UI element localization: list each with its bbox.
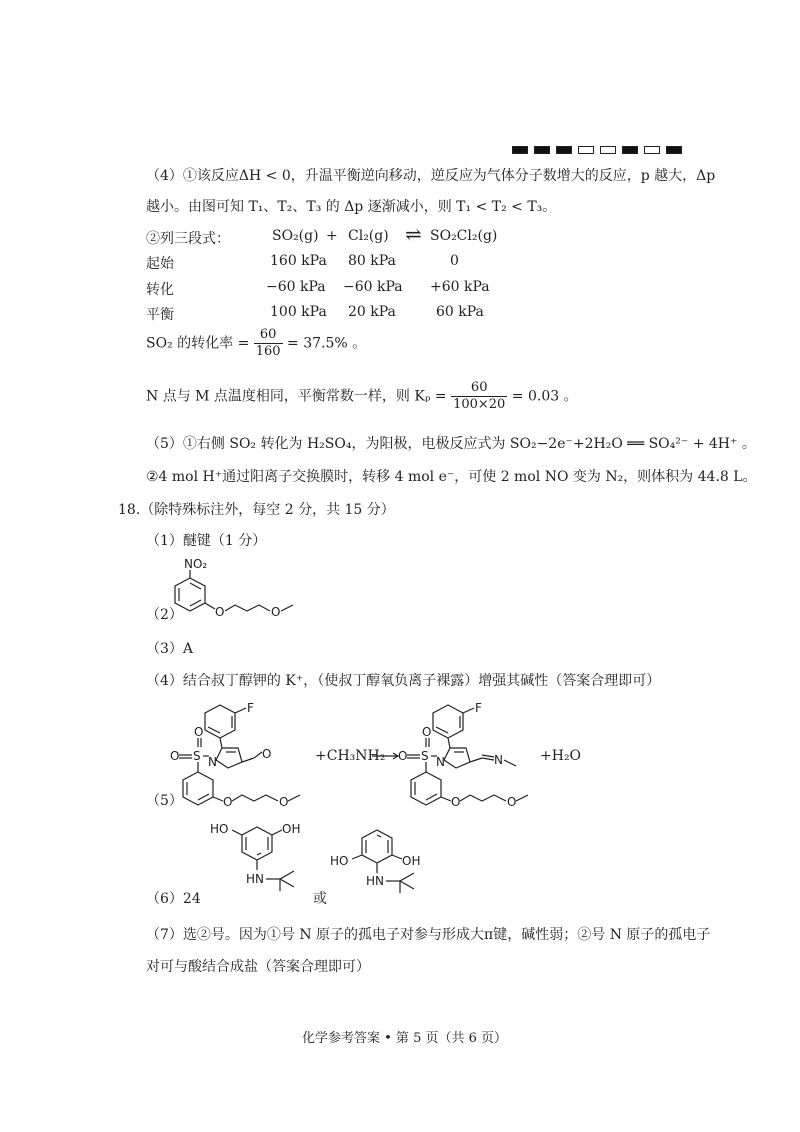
oxygen-label: O (507, 795, 517, 809)
byproduct-water: +H₂O (540, 748, 582, 764)
row-label: 转化 (146, 282, 174, 298)
amine-label: HN (246, 872, 264, 886)
fraction-numerator: 60 (451, 380, 507, 397)
conversion-result: = 37.5% 。 (287, 335, 367, 352)
q18-a4: （4）结合叔丁醇钾的 K⁺，（使叔丁醇氧负离子裸露）增强其碱性（答案合理即可） (146, 673, 661, 689)
q18-a5-label: （5） (146, 793, 183, 809)
reagent-methylamine: +CH₃NH₂ (315, 748, 386, 764)
oxygen-label: O (279, 795, 289, 809)
page-footer: 化学参考答案 • 第 5 页（共 6 页） (302, 1031, 508, 1046)
hydroxyl-label: HO (330, 854, 349, 868)
marker-square (666, 146, 682, 154)
imine-product-structure (398, 700, 558, 810)
q17-p5-line1: （5）①右侧 SO₂ 转化为 H₂SO₄，为阳极，电极反应式为 SO₂−2e⁻+2H₂O ══ SO₄²⁻ + 4H⁺ 。 (146, 436, 756, 452)
eq-reactant1: SO₂(g) (272, 228, 319, 244)
fraction-denominator: 160 (255, 344, 281, 359)
resorcinol-amine-structure-2 (330, 825, 440, 900)
kp-fraction (451, 380, 507, 413)
eq-arrow: ⇌ (405, 222, 422, 246)
marker-square (534, 146, 550, 154)
oxygen-label: O (271, 605, 281, 619)
row-value: −60 kPa (266, 279, 326, 295)
nitrogen-label: N (208, 755, 217, 769)
nitro-ether-structure (160, 555, 320, 630)
q18-title: 18.（除特殊标注外，每空 2 分，共 15 分） (118, 502, 395, 518)
row-label: 起始 (146, 256, 174, 272)
q17-p5-line2: ②4 mol H⁺通过阳离子交换膜时，转移 4 mol e⁻，可使 2 mol NO 变为 N₂，则体积为 44.8 L。 (146, 469, 757, 485)
q18-a7-line2: 对可与酸结合成盐（答案合理即可） (146, 959, 370, 975)
oxygen-label: O (215, 605, 225, 619)
oxygen-label: O (451, 795, 461, 809)
kp-line (146, 380, 578, 413)
q17-p4-line1: （4）①该反应ΔH < 0，升温平衡逆向移动，逆反应为气体分子数增大的反应，p 越大，Δp (146, 168, 716, 184)
row-value: 20 kPa (348, 304, 396, 320)
q18-a2-label: （2） (146, 607, 183, 623)
row-label: 平衡 (146, 307, 174, 323)
nitrogen-label: N (494, 753, 503, 767)
row-value: 80 kPa (348, 253, 396, 269)
q18-a1: （1）醚键（1 分） (146, 533, 267, 549)
row-value: 160 kPa (270, 253, 327, 269)
fraction-numerator: 60 (254, 327, 283, 344)
no2-label: NO₂ (184, 557, 208, 571)
marker-square (622, 146, 638, 154)
oxygen-label: O (170, 749, 180, 763)
row-value: −60 kPa (343, 279, 403, 295)
fraction-denominator: 100×20 (453, 397, 506, 412)
marker-square (512, 146, 528, 154)
hydroxyl-label: OH (282, 822, 301, 836)
conversion-fraction (254, 327, 283, 360)
eq-reactant2: Cl₂(g) (348, 228, 389, 244)
q17-p4-line2: 越小。由图可知 T₁、T₂、T₃ 的 Δp 逐渐减小，则 T₁ < T₂ < T₃。 (146, 199, 557, 215)
kp-result: = 0.03 。 (511, 388, 578, 405)
page-marker-squares (512, 146, 682, 154)
fluorine-label: F (475, 701, 482, 715)
sulfur-label: S (421, 749, 429, 763)
row-value: 0 (450, 253, 459, 269)
q18-a6-label: （6）24 (146, 891, 201, 907)
marker-square (600, 146, 616, 154)
nitrogen-label: N (436, 755, 445, 769)
q18-a6-or: 或 (313, 891, 327, 907)
hydroxyl-label: OH (402, 854, 421, 868)
conversion-line (146, 327, 366, 360)
amine-label: HN (366, 874, 384, 888)
oxygen-label: O (223, 795, 233, 809)
marker-square (644, 146, 660, 154)
aldehyde-reactant-structure (170, 700, 320, 810)
oxygen-label: O (422, 725, 432, 739)
fluorine-label: F (247, 701, 254, 715)
q18-a3: （3）A (146, 641, 194, 657)
resorcinol-amine-structure-1 (210, 815, 320, 905)
conversion-prefix: SO₂ 的转化率 = (146, 335, 250, 352)
marker-square (556, 146, 572, 154)
oxygen-label: O (194, 725, 204, 739)
oxygen-label: O (262, 747, 272, 761)
hydroxyl-label: HO (210, 822, 229, 836)
kp-prefix: N 点与 M 点温度相同，平衡常数一样，则 Kₚ = (146, 388, 447, 405)
eq-product: SO₂Cl₂(g) (430, 228, 498, 244)
row-value: 60 kPa (436, 304, 484, 320)
three-step-label: ②列三段式： (146, 231, 230, 247)
sulfur-label: S (193, 749, 201, 763)
row-value: 100 kPa (270, 304, 327, 320)
eq-plus: + (326, 228, 338, 244)
row-value: +60 kPa (430, 279, 490, 295)
q18-a7-line1: （7）选②号。因为①号 N 原子的孤电子对参与形成大π键，碱性弱；②号 N 原子的孤电子 (146, 927, 711, 943)
oxygen-label: O (398, 749, 408, 763)
marker-square (578, 146, 594, 154)
